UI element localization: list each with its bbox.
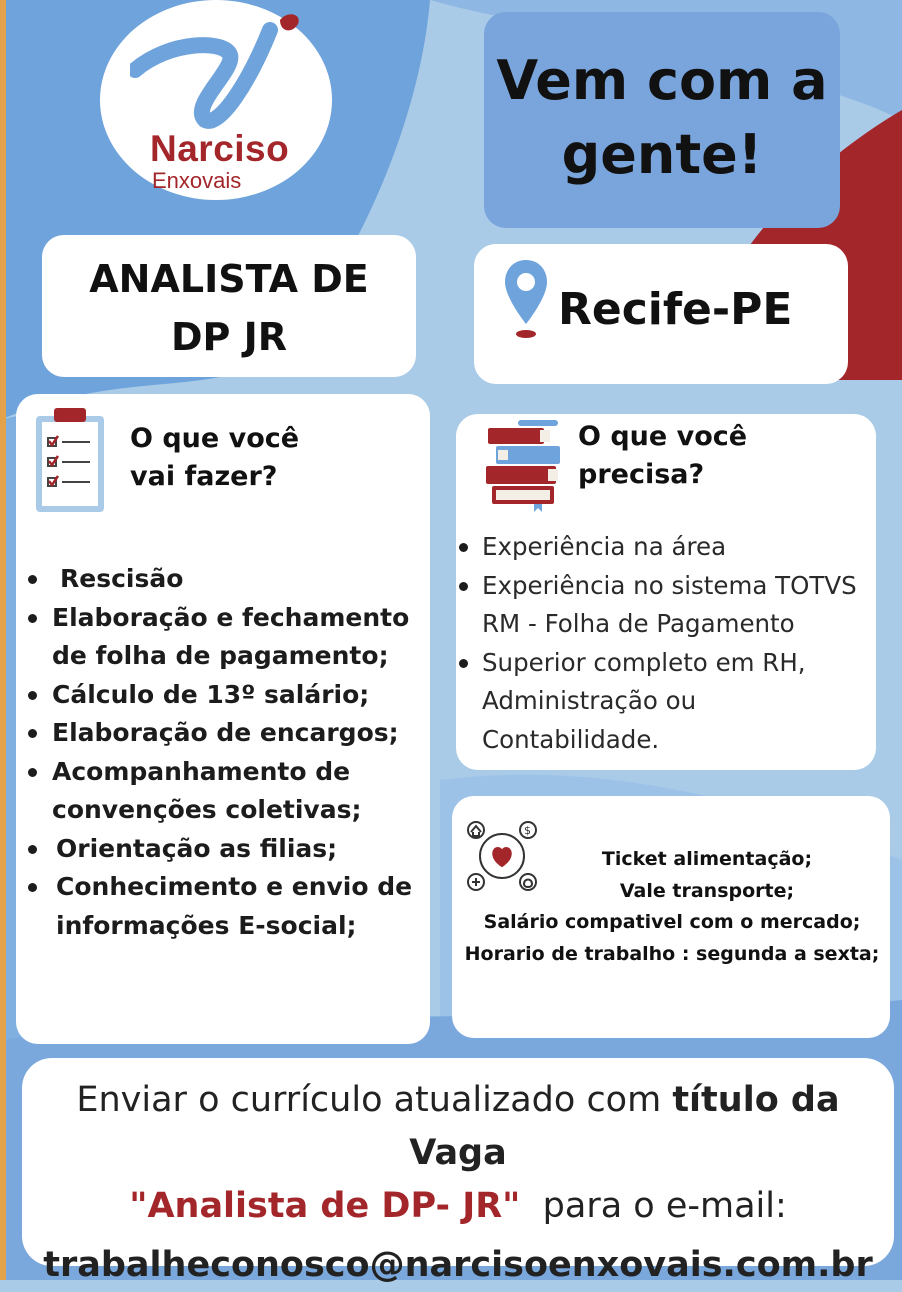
requirements-title-line-2: precisa?: [578, 459, 705, 490]
benefit-line: Salário compativel com o mercado;: [483, 911, 861, 933]
list-item: Elaboração de encargos;: [26, 714, 426, 753]
benefits-list: [452, 844, 892, 970]
requirements-title: [578, 418, 747, 494]
list-item: Experiência no sistema TOTVS RM - Folha de Pagamento: [456, 567, 876, 644]
benefit-line: Ticket alimentação;: [601, 848, 813, 870]
list-item: Superior completo em RH, Administração ou Contabilidade.: [456, 644, 876, 760]
benefit-line: Horario de trabalho : segunda a sexta;: [464, 942, 880, 965]
headline: [484, 44, 840, 192]
list-item: Conhecimento e envio de informações E-social;: [26, 868, 426, 945]
requirements-title-line-1: O que você: [578, 421, 748, 452]
job-title: [42, 250, 416, 366]
list-item: Acompanhamento de convenções coletivas;: [26, 753, 426, 830]
job-quote: "Analista de DP- JR": [129, 1186, 521, 1226]
benefit-line: Vale transporte;: [619, 879, 795, 902]
map-pin-icon: [503, 258, 549, 344]
job-title-line-2: DP JR: [170, 315, 288, 359]
footer-text-after-quote: para o e-mail:: [520, 1186, 787, 1226]
tasks-title: [130, 420, 299, 496]
footer-text: Enviar o currículo atualizado com: [76, 1080, 673, 1120]
application-instructions: [22, 1074, 894, 1292]
job-title-line-1: ANALISTA DE: [89, 257, 369, 301]
footer-line-2: [22, 1180, 894, 1233]
list-item: Rescisão: [26, 560, 426, 599]
headline-line-1: Vem com a: [496, 49, 828, 112]
list-item: Orientação as filias;: [26, 830, 426, 869]
brand-name: Narciso: [150, 128, 290, 169]
footer-bold-text: título da Vaga: [409, 1080, 840, 1173]
location-city: Recife-PE: [558, 284, 793, 335]
requirements-list: [456, 528, 876, 759]
footer-line-1: [22, 1074, 894, 1180]
book-stack-icon: [482, 420, 568, 512]
email-link[interactable]: trabalheconosco@narcisoenxovais.com.br: [43, 1245, 873, 1285]
headline-line-2: gente!: [561, 123, 763, 186]
svg-text:$: $: [524, 824, 531, 837]
checklist-clipboard-icon: [34, 408, 106, 516]
tasks-title-line-2: vai fazer?: [130, 461, 278, 492]
narciso-logo-icon: [130, 10, 310, 130]
list-item: Experiência na área: [456, 528, 876, 567]
tasks-title-line-1: O que você: [130, 423, 300, 454]
list-item: Cálculo de 13º salário;: [26, 676, 426, 715]
brand-subtitle: Enxovais: [152, 168, 242, 193]
list-item: Elaboração e fechamento de folha de pagamento;: [26, 599, 426, 676]
tasks-list: [26, 560, 426, 945]
